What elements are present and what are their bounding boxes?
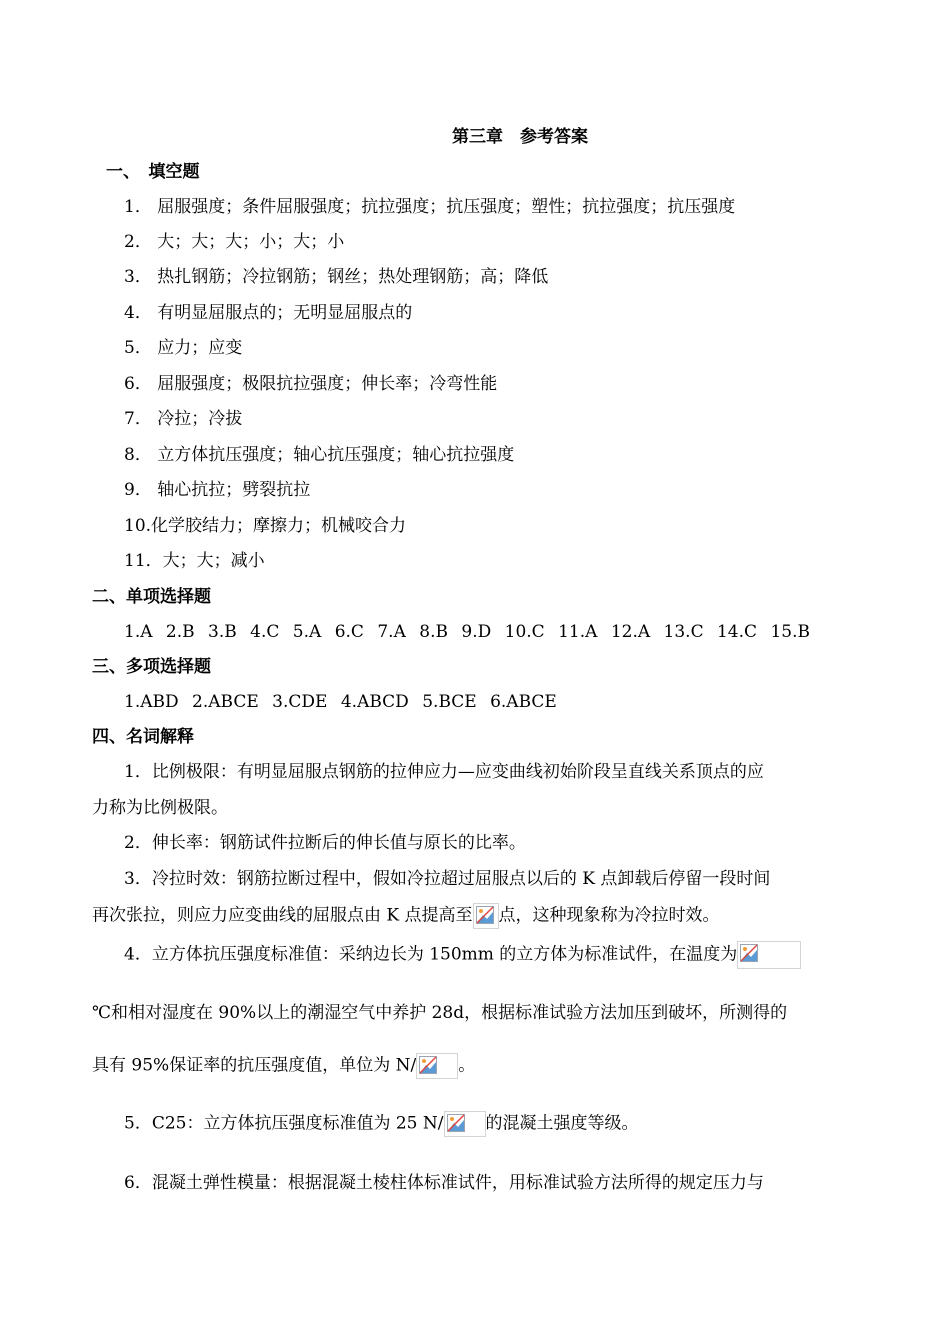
fill-blank-answer-2: 2． 大；大；大；小；大；小 [124, 232, 345, 252]
answer-item: 12.A [610, 622, 651, 642]
answer-item: 15.B [770, 622, 810, 642]
page-title: 第三章 参考答案 [452, 127, 588, 147]
section-heading-definitions: 四、名词解释 [92, 727, 194, 747]
answer-item: 5.BCE [422, 692, 477, 712]
fill-blank-answer-1: 1． 屈服强度；条件屈服强度；抗拉强度；抗压强度；塑性；抗拉强度；抗压强度 [124, 197, 736, 217]
section-heading-fill-blank: 一、 填空题 [106, 162, 200, 182]
answer-item: 2.ABCE [192, 692, 259, 712]
answer-item: 9.D [461, 622, 492, 642]
fill-blank-answer-6: 6． 屈服强度；极限抗拉强度；伸长率；冷弯性能 [124, 374, 498, 394]
definition-3-text-a: 再次张拉，则应力应变曲线的屈服点由 K 点提高至 [92, 905, 473, 926]
definition-1-line-2: 力称为比例极限。 [92, 798, 228, 818]
definition-2: 2．伸长率：钢筋试件拉断后的伸长值与原长的比率。 [124, 833, 526, 853]
broken-image-icon [416, 1053, 458, 1079]
broken-image-icon [473, 903, 499, 929]
fill-blank-answer-9: 9． 轴心抗拉；劈裂抗拉 [124, 480, 311, 500]
definition-3-line-2 [92, 903, 720, 925]
answer-item: 8.B [419, 622, 448, 642]
section-heading-single-choice: 二、单项选择题 [92, 587, 211, 607]
answer-item: 6.C [334, 622, 364, 642]
broken-image-icon [476, 906, 494, 924]
definition-1-line-1: 1．比例极限：有明显屈服点钢筋的拉伸应力—应变曲线初始阶段呈直线关系顶点的应 [124, 762, 764, 782]
fill-blank-answer-8: 8． 立方体抗压强度；轴心抗压强度；轴心抗拉强度 [124, 445, 515, 465]
answer-item: 11.A [558, 622, 598, 642]
fill-blank-answer-3: 3． 热扎钢筋；冷拉钢筋；钢丝；热处理钢筋；高；降低 [124, 267, 549, 287]
definition-6-line-1: 6．混凝土弹性模量：根据混凝土棱柱体标准试件，用标准试验方法所得的规定压力与 [124, 1173, 764, 1193]
multi-choice-answers [124, 691, 565, 713]
answer-item: 2.B [165, 622, 195, 642]
broken-image-icon [737, 941, 801, 969]
answer-item: 6.ABCE [490, 692, 557, 712]
broken-image-icon [447, 1114, 465, 1132]
single-choice-answers [124, 621, 818, 643]
answer-item: 10.C [504, 622, 545, 642]
answer-item: 3.B [208, 622, 237, 642]
definition-3-text-b: 点，这种现象称为冷拉时效。 [498, 905, 720, 926]
fill-blank-answer-11: 11．大；大；减小 [124, 551, 265, 571]
answer-item: 4.ABCD [340, 692, 409, 712]
answer-item: 1.A [124, 622, 153, 642]
definition-4-line-1 [124, 941, 801, 971]
answer-item: 4.C [250, 622, 280, 642]
fill-blank-answer-4: 4． 有明显屈服点的；无明显屈服点的 [124, 303, 413, 323]
broken-image-icon [444, 1111, 486, 1137]
definition-4-line-2: ℃和相对湿度在 90%以上的潮湿空气中养护 28d，根据标准试验方法加压到破坏，所测得的 [92, 1003, 788, 1023]
broken-image-icon [419, 1056, 437, 1074]
section-heading-multi-choice: 三、多项选择题 [92, 657, 211, 677]
definition-4-line-3 [92, 1053, 475, 1083]
answer-item: 14.C [716, 622, 758, 642]
answer-item: 3.CDE [272, 692, 328, 712]
fill-blank-answer-7: 7． 冷拉；冷拔 [124, 409, 243, 429]
definition-4-text-a: 具有 95%保证率的抗压强度值，单位为 N/ [92, 1055, 417, 1076]
fill-blank-answer-5: 5． 应力；应变 [124, 338, 243, 358]
answer-item: 5.A [292, 622, 322, 642]
definition-4-text: 4．立方体抗压强度标准值：采纳边长为 150mm 的立方体为标准试件，在温度为 [124, 944, 738, 965]
answer-item: 1.ABD [124, 692, 179, 712]
definition-5-text-a: 5．C25：立方体抗压强度标准值为 25 N/ [124, 1113, 444, 1134]
broken-image-icon [740, 944, 758, 962]
definition-3-line-1: 3．冷拉时效：钢筋拉断过程中，假如冷拉超过屈服点以后的 K 点卸载后停留一段时间 [124, 869, 771, 889]
answer-item: 13.C [663, 622, 704, 642]
definition-4-text-b: 。 [458, 1055, 476, 1076]
answer-item: 7.A [377, 622, 406, 642]
definition-5 [124, 1111, 639, 1141]
definition-5-text-b: 的混凝土强度等级。 [485, 1113, 639, 1134]
fill-blank-answer-10: 10.化学胶结力；摩擦力；机械咬合力 [124, 516, 407, 536]
